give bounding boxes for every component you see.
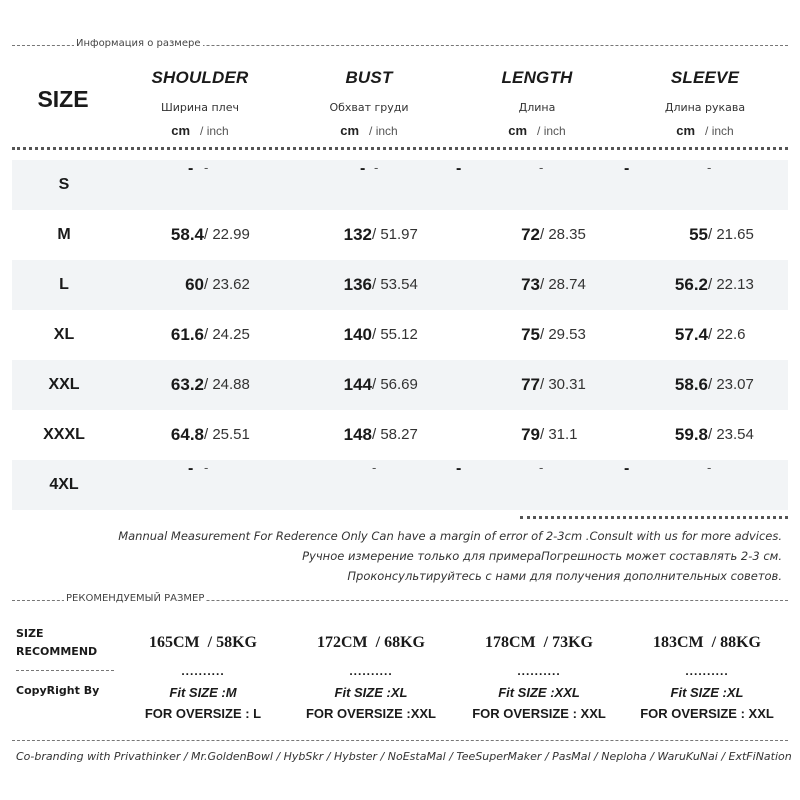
row-size-label: XXXL <box>43 426 85 443</box>
column-subtitle: Обхват груди <box>329 101 409 114</box>
recommend-dots: .......... <box>349 664 393 678</box>
cm-value: 61.6 <box>170 325 204 344</box>
inch-value: / 31.1 <box>540 426 578 443</box>
column-title: LENGTH <box>501 68 573 87</box>
note-ru-1: Ручное измерение только для примераПогрешность может составлять 2-3 см. <box>302 549 782 563</box>
column-subtitle: Ширина плеч <box>161 101 239 114</box>
cm-value: 63.2 <box>170 375 204 394</box>
inch-value: / 24.25 <box>204 326 250 343</box>
recommend-dots: .......... <box>517 664 561 678</box>
footer-divider <box>12 740 788 741</box>
column-header-bust <box>289 68 449 138</box>
cm-value: 144 <box>343 375 372 394</box>
cobranding-footer: Co-branding with Privathinker / Mr.GoldenBowl / HybSkr / Hybster / NoEstaMal / TeeSuperMaker / PasMal / Neploha / WaruKuNai / ExtFiNation <box>16 750 792 763</box>
inch-value: - <box>539 160 544 175</box>
row-size-label: S <box>58 176 70 193</box>
cm-value: - <box>360 160 366 177</box>
cm-value: - <box>624 460 630 477</box>
column-unit: cm / inch <box>676 123 734 138</box>
inch-value: / 28.74 <box>540 276 586 293</box>
fit-size: Fit SIZE :XXL <box>498 685 580 700</box>
cm-value: - <box>456 460 462 477</box>
cm-value: 57.4 <box>674 325 708 344</box>
inch-value: / 29.53 <box>540 326 586 343</box>
cm-value: 73 <box>521 275 540 294</box>
copyright-label: CopyRight By <box>16 684 100 697</box>
recommend-body-2: 172CM / 68KG <box>317 634 425 651</box>
inch-value: / 24.88 <box>204 376 250 393</box>
inch-value: - <box>204 160 209 175</box>
table-row <box>12 210 788 260</box>
inch-value: / 25.51 <box>204 426 250 443</box>
inch-value: - <box>374 160 379 175</box>
table-row <box>12 410 788 460</box>
cm-value: 60 <box>185 275 204 294</box>
column-subtitle: Длина <box>518 101 556 114</box>
inch-value: / 22.6 <box>708 326 746 343</box>
table-row <box>12 160 788 210</box>
table-row <box>12 460 788 510</box>
fit-size: Fit SIZE :XL <box>334 685 408 700</box>
oversize: FOR OVERSIZE : XXL <box>640 706 774 721</box>
column-unit: cm / inch <box>508 123 566 138</box>
column-title: SLEEVE <box>670 68 740 87</box>
row-size-label: L <box>59 276 69 293</box>
inch-value: / 22.99 <box>204 226 250 243</box>
column-unit: cm / inch <box>171 123 229 138</box>
cm-value: 148 <box>343 425 372 444</box>
cm-value: 58.4 <box>170 225 204 244</box>
row-size-label: XXL <box>48 376 80 393</box>
inch-value: / 28.35 <box>540 226 586 243</box>
header-divider <box>12 147 788 150</box>
column-subtitle: Длина рукава <box>664 101 746 114</box>
recommend-dots: .......... <box>181 664 225 678</box>
recommend-dots: .......... <box>685 664 729 678</box>
cm-value: - <box>456 160 462 177</box>
recommend-body-3: 178CM / 73KG <box>485 634 593 651</box>
cm-value: 75 <box>521 325 540 344</box>
oversize: FOR OVERSIZE : XXL <box>472 706 606 721</box>
cm-value: 56.2 <box>674 275 708 294</box>
inch-value: / 56.69 <box>372 376 418 393</box>
cm-value: 77 <box>521 375 540 394</box>
inch-value: / 21.65 <box>708 226 754 243</box>
fit-size: Fit SIZE :M <box>169 685 237 700</box>
cm-value: 132 <box>343 225 372 244</box>
size-info-label: Информация о размере <box>76 38 201 49</box>
fit-size: Fit SIZE :XL <box>670 685 744 700</box>
inch-value: / 58.27 <box>372 426 418 443</box>
size-header: SIZE <box>37 86 89 112</box>
recommend-body-4: 183CM / 88KG <box>653 634 761 651</box>
recommend-label: РЕКОМЕНДУЕМЫЙ РАЗМЕР <box>66 593 205 604</box>
row-size-label: XL <box>53 326 75 343</box>
oversize: FOR OVERSIZE :XXL <box>305 706 436 721</box>
inch-value: / 22.13 <box>708 276 754 293</box>
table-row <box>12 310 788 360</box>
row-size-label: M <box>57 226 71 243</box>
label-divider <box>16 670 114 671</box>
cm-value: 55 <box>689 225 708 244</box>
inch-value: / 55.12 <box>372 326 418 343</box>
table-row <box>12 260 788 310</box>
cm-value: - <box>188 160 194 177</box>
cm-value: 59.8 <box>674 425 708 444</box>
column-header-shoulder <box>120 68 280 138</box>
cm-value: 140 <box>343 325 372 344</box>
inch-value: / 23.62 <box>204 276 250 293</box>
note-ru-2: Проконсультируйтесь с нами для получения дополнительных советов. <box>347 569 782 583</box>
column-title: SHOULDER <box>151 68 249 87</box>
cm-value: - <box>188 460 194 477</box>
note-en: Mannual Measurement For Rederence Only Can have a margin of error of 2-3cm .Consult with us for more advices. <box>118 529 782 543</box>
oversize: FOR OVERSIZE : L <box>144 706 262 721</box>
cm-value: 79 <box>521 425 540 444</box>
column-header-length <box>457 68 617 138</box>
row-size-label: 4XL <box>49 476 79 493</box>
cm-value: - <box>624 160 630 177</box>
cm-value: - <box>372 460 377 475</box>
inch-value: - <box>707 460 712 475</box>
column-unit: cm / inch <box>340 123 398 138</box>
inch-value: - <box>539 460 544 475</box>
cm-value: 136 <box>343 275 372 294</box>
table-row <box>12 360 788 410</box>
column-title: BUST <box>345 68 393 87</box>
inch-value: / 51.97 <box>372 226 418 243</box>
inch-value: - <box>707 160 712 175</box>
inch-value: / 23.07 <box>708 376 754 393</box>
cm-value: 64.8 <box>170 425 204 444</box>
column-header-sleeve <box>625 68 785 138</box>
inch-value: / 53.54 <box>372 276 418 293</box>
cm-value: 58.6 <box>674 375 708 394</box>
inch-value: / 23.54 <box>708 426 754 443</box>
table-bottom-divider <box>520 516 788 519</box>
inch-value: - <box>204 460 209 475</box>
recommend-title: SIZE RECOMMEND <box>16 627 98 658</box>
cm-value: 72 <box>521 225 540 244</box>
inch-value: / 30.31 <box>540 376 586 393</box>
recommend-body-1: 165CM / 58KG <box>149 634 257 651</box>
